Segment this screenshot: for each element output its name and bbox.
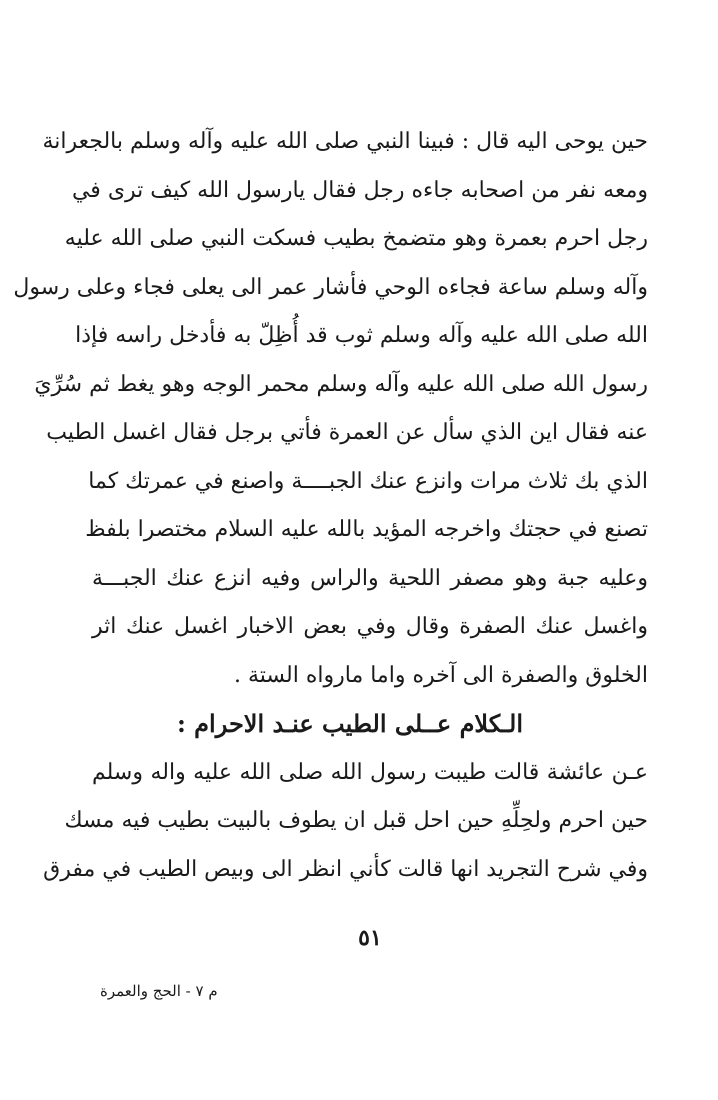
page-number: ٥١ bbox=[358, 925, 382, 951]
text-line: تصنع في حجتك واخرجه المؤيد بالله عليه السلام مختصرا بلفظ bbox=[85, 517, 648, 542]
text-line: وآله وسلم ساعة فجاءه الوحي فأشار عمر الى يعلى فجاء وعلى رسول bbox=[13, 274, 648, 300]
text-line: وفي شرح التجريد انها قالت كأني انظر الى وبيص الطيب في مفرق bbox=[43, 856, 648, 882]
text-line: ومعه نفر من اصحابه جاءه رجل فقال يارسول الله كيف ترى في bbox=[71, 177, 648, 203]
section-heading: الـكلام عــلى الطيب عنـد الاحرام : bbox=[176, 709, 524, 738]
text-line: حين يوحى اليه قال : فبينا النبي صلى الله عليه وآله وسلم بالجعرانة bbox=[42, 129, 648, 154]
text-line: الله صلى الله عليه وآله وسلم ثوب قد أُظِلّ به فأدخل راسه فإذا bbox=[75, 323, 648, 348]
text-line: رسول الله صلى الله عليه وآله وسلم محمر الوجه وهو يغط ثم سُرِّيَ bbox=[34, 371, 648, 397]
text-line: الذي بك ثلاث مرات وانزع عنك الجبــــة واصنع في عمرتك كما bbox=[88, 468, 648, 494]
text-line: عـن عائشة قالت طيبت رسول الله صلى الله عليه واله وسلم bbox=[92, 759, 648, 785]
footer-signature: م ٧ - الحج والعمرة bbox=[100, 982, 218, 1000]
text-line: واغسل عنك الصفرة وقال وفي بعض الاخبار اغسل عنك اثر bbox=[92, 614, 648, 639]
text-line: حين احرم ولحِلِّهِ حين احل قبل ان يطوف بالبيت بطيب فيه مسك bbox=[64, 808, 648, 833]
text-line: وعليه جبة وهو مصفر اللحية والراس وفيه انزع عنك الجبـــة bbox=[92, 565, 648, 591]
body-text bbox=[13, 118, 648, 894]
text-line: رجل احرم بعمرة وهو متضمخ بطيب فسكت النبي صلى الله عليه bbox=[64, 226, 648, 251]
text-line: الخلوق والصفرة الى آخره واما ماروا‌ه الستة . bbox=[234, 662, 648, 688]
text-line: عنه فقال اين الذي سأل عن العمرة فأتي برجل فقال اغسل الطيب bbox=[46, 420, 648, 445]
